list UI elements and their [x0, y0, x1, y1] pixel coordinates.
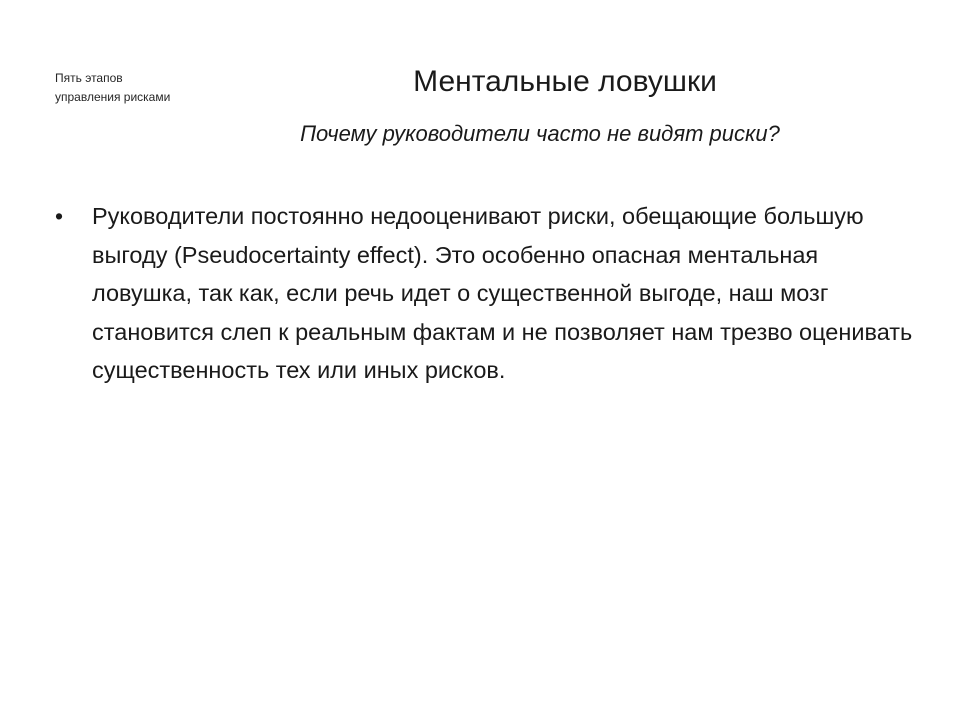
- bullet-list: [55, 197, 915, 390]
- section-label-line-1: Пять этапов: [55, 71, 123, 85]
- bullet-item: [55, 197, 915, 390]
- section-label: [55, 69, 170, 107]
- bullet-text: Руководители постоянно недооценивают риски, обещающие большую выгоду (Pseudocertainty effect). Это особенно опасная ментальная ловушка, так как, если речь идет о существенной выгоде, наш мозг становится слеп к реальным фактам и не позволяет нам трезво оценивать существенность тех или иных рисков.: [92, 203, 913, 383]
- section-label-line-2: управления рисками: [55, 90, 171, 104]
- slide-title: Ментальные ловушки: [413, 65, 717, 98]
- bullet-dot-icon: •: [55, 203, 64, 229]
- slide-subtitle: Почему руководители часто не видят риски?: [300, 121, 780, 146]
